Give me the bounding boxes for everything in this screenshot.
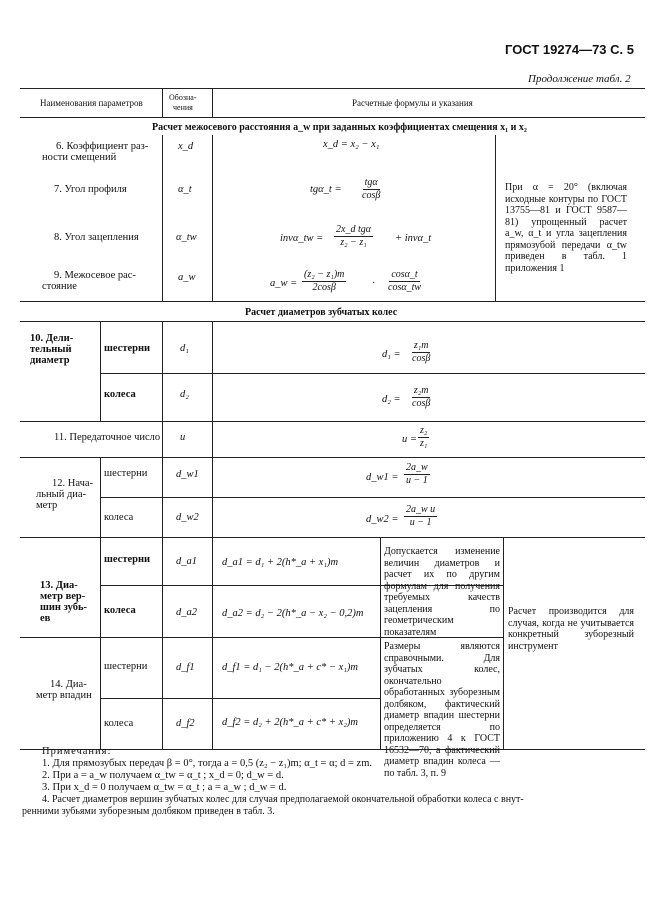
row14-formula1: d_f1 = d₁ − 2(h*_a + c* − x₁)m: [222, 662, 358, 673]
row10-sub-pinion: шестерни: [104, 343, 151, 354]
row14-formula2: d_f2 = d₂ + 2(h*_a + c* + x₂)m: [222, 717, 358, 728]
row10-num2: z₂m: [413, 385, 429, 396]
row11-lhs: u =: [402, 434, 417, 445]
row13-name-l3: шин зубь-: [40, 602, 87, 613]
header-symbol-l1: Обозна-: [169, 93, 197, 102]
row11-num: z₂: [420, 425, 428, 436]
row10-name-l3: диаметр: [30, 355, 70, 366]
row12-num1: 2a_w: [406, 462, 428, 473]
row10-symbol2: d₂: [180, 389, 189, 400]
row14-name-l2: метр впадин: [36, 690, 92, 701]
row14-name-l1: 14. Диа-: [50, 679, 87, 690]
row10-name-l1: 10. Дели-: [30, 333, 74, 344]
row10-num1: z₁m: [413, 340, 429, 351]
note-4-line1: 4. Расчет диаметров вершин зубчатых колес для случая предполагаемой окончательной обработки колеса с внут-: [42, 794, 524, 805]
row7-den: cosβ: [362, 190, 381, 201]
row10-den1: cosβ: [412, 353, 431, 364]
row10-lhs1: d₁ =: [382, 349, 401, 360]
row8-num: 2x_d tgα: [336, 224, 371, 235]
row9-fraction1: [302, 269, 346, 294]
row12-den1: u − 1: [406, 475, 428, 486]
row10-fraction1: [410, 340, 432, 365]
row13-name-l4: ев: [40, 613, 51, 624]
row12-sub-gear: колеса: [104, 512, 134, 523]
row12-symbol1: d_w1: [176, 469, 199, 480]
row9-name-l1: 9. Межосевое рас-: [54, 270, 136, 281]
header-symbol-l2: чения: [173, 103, 193, 112]
row14-sub-gear: колеса: [104, 718, 134, 729]
row11-den: z₁: [420, 438, 428, 449]
row8-lhs: invα_tw =: [280, 233, 324, 244]
row6-formula: x_d = x₂ − x₁: [323, 139, 380, 150]
row13-symbol1: d_a1: [176, 556, 197, 567]
row13-formula1: d_a1 = d₁ + 2(h*_a + x₁)m: [222, 557, 339, 568]
row13-formula2: d_a2 = d₂ − 2(h*_a − x₂ − 0,2)m: [222, 608, 364, 619]
row14-symbol1: d_f1: [176, 662, 195, 673]
row10-fraction2: [410, 385, 432, 410]
row9-fraction2: [386, 269, 423, 294]
row6-name-l2: ности смещений: [42, 152, 117, 163]
row12-name-l1: 12. Нача-: [52, 478, 94, 489]
note-reference-sizes: Размеры являются справочными. Для зубчатых колес, окончательно обработанных зуборезным долбяком, фактический диаметр впадин шестерни определяется по приложению 4 к ГОСТ 16532—70, а фактический диаметр впадин колеса — по табл. 3, п. 9: [384, 641, 500, 779]
row8-fraction: [334, 224, 373, 249]
row7-name: 7. Угол профиля: [54, 184, 127, 195]
row13-sub-gear: колеса: [104, 605, 136, 616]
row9-dot: ·: [372, 278, 376, 289]
note-no-tool: Расчет производится для случая, когда не учитывается конкретный зуборезный инструмент: [508, 606, 634, 652]
row12-sub-pinion: шестерни: [104, 468, 148, 479]
note-diameter-change: Допускается изменение величин диаметров и расчет их по другим формулам для получения требуемых качеств зацепления по геометрическим показателям: [384, 546, 500, 638]
note-simplified-calc: При α = 20° (включая исходные контуры по ГОСТ 13755—81 и ГОСТ 9587—81) упрощенный расчет a_w, α_t и угла зацепления прямозубой передачи α_tw приведен в табл. 1 приложения 1: [505, 182, 627, 274]
row11-symbol: u: [180, 432, 186, 443]
row9-num1: (z₂ − z₁)m: [304, 269, 345, 280]
row6-symbol: x_d: [178, 141, 194, 152]
row7-symbol: α_t: [178, 184, 192, 195]
row10-den2: cosβ: [412, 398, 431, 409]
row9-name-l2: стояние: [42, 281, 77, 292]
row14-sub-pinion: шестерни: [104, 661, 148, 672]
row12-lhs1: d_w1 =: [366, 472, 399, 483]
notes-title: Примечания:: [42, 746, 112, 757]
row13-sub-pinion: шестерни: [104, 554, 151, 565]
header-param-name: Наименования параметров: [40, 98, 143, 108]
row13-symbol2: d_a2: [176, 607, 197, 618]
section-title-diameters: Расчет диаметров зубчатых колес: [245, 307, 398, 318]
table-continuation-label: Продолжение табл. 2: [528, 73, 631, 85]
row7-lhs: tgα_t =: [310, 184, 342, 195]
row11-fraction: [418, 425, 429, 450]
row7-num: tgα: [364, 177, 378, 188]
header-formulas: Расчетные формулы и указания: [352, 98, 473, 108]
row9-symbol: a_w: [178, 272, 196, 283]
row12-den2: u − 1: [409, 517, 432, 528]
row8-symbol: α_tw: [176, 232, 197, 243]
row11-name: 11. Передаточное число: [54, 432, 161, 443]
row8-den: z₂ − z₁: [340, 237, 367, 248]
row10-name-l2: тельный: [30, 344, 72, 355]
row12-fraction2: [404, 504, 437, 529]
row14-symbol2: d_f2: [176, 718, 195, 729]
row8-name: 8. Угол зацепления: [54, 232, 139, 243]
row12-num2: 2a_w u: [406, 504, 436, 515]
row12-fraction1: [404, 462, 430, 487]
note-2: 2. При a = a_w получаем α_tw = α_t ; x_d = 0; d_w = d.: [42, 770, 284, 781]
row10-sub-gear: колеса: [104, 389, 136, 400]
standard-number: ГОСТ 19274—73 С. 5: [505, 42, 634, 57]
row7-fraction: [360, 177, 382, 202]
row6-name-l1: 6. Коэффициент раз-: [56, 141, 149, 152]
row9-lhs: a_w =: [270, 278, 298, 289]
row10-symbol1: d₁: [180, 343, 189, 354]
section-title-center-distance: Расчет межосевого расстояния a_w при заданных коэффициентах смещения x₁ и x₂: [152, 122, 527, 133]
note-1: 1. Для прямозубых передач β = 0°, тогда a = 0,5 (z₂ − z₁)m; α_t = α; d = zm.: [42, 758, 372, 769]
row12-symbol2: d_w2: [176, 512, 199, 523]
row12-name-l3: метр: [36, 500, 58, 511]
note-3: 3. При x_d = 0 получаем α_tw = α_t ; a = a_w ; d_w = d.: [42, 782, 287, 793]
row9-den1: 2cosβ: [312, 282, 336, 293]
row12-lhs2: d_w2 =: [366, 514, 399, 525]
row8-rhs: + invα_t: [395, 233, 432, 244]
row13-name-l2: метр вер-: [40, 591, 86, 602]
note-4-line2: ренними зубьями зуборезным долбяком приведен в табл. 3.: [22, 806, 275, 817]
row9-num2: cosα_t: [391, 269, 418, 280]
row9-den2: cosα_tw: [388, 282, 422, 293]
row10-lhs2: d₂ =: [382, 394, 401, 405]
row12-name-l2: льный диа-: [36, 489, 87, 500]
row13-name-l1: 13. Диа-: [40, 580, 78, 591]
